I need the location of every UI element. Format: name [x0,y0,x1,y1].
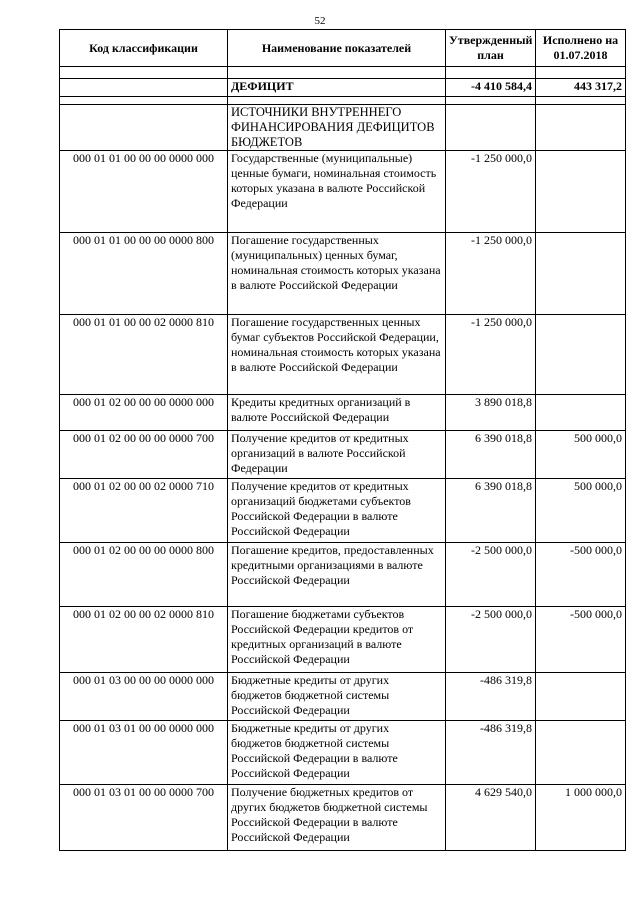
table-row [60,785,626,851]
section-title: ИСТОЧНИКИ ВНУТРЕННЕГО ФИНАНСИРОВАНИЯ ДЕФИЦИТОВ БЮДЖЕТОВ [228,105,446,151]
row-name: Получение кредитов от кредитных организаций бюджетами субъектов Российской Федерации в валюте Российской Федерации [228,479,446,543]
row-name: Государственные (муниципальные) ценные бумаги, номинальная стоимость которых указана в валюте Российской Федерации [228,151,446,233]
row-plan: 3 890 018,8 [446,395,536,431]
row-name: Кредиты кредитных организаций в валюте Российской Федерации [228,395,446,431]
row-name: Погашение бюджетами субъектов Российской Федерации кредитов от кредитных организаций в валюте Российской Федерации [228,607,446,673]
row-done: -500 000,0 [536,543,626,607]
row-name: Бюджетные кредиты от других бюджетов бюджетной системы Российской Федерации [228,673,446,721]
row-code: 000 01 02 00 00 02 0000 810 [60,607,228,673]
row-code: 000 01 03 00 00 00 0000 000 [60,673,228,721]
row-code: 000 01 03 01 00 00 0000 000 [60,721,228,785]
header-plan: Утвержденный план [446,30,536,67]
row-done: -500 000,0 [536,607,626,673]
deficit-plan: -4 410 584,4 [446,79,536,97]
deficit-done: 443 317,2 [536,79,626,97]
header-done: Исполнено на 01.07.2018 [536,30,626,67]
row-name: Погашение государственных ценных бумаг субъектов Российской Федерации, номинальная стоимость которых указана в валюте Российской Федерации [228,315,446,395]
header-row [60,30,626,67]
table-row [60,431,626,479]
header-name: Наименование показателей [228,30,446,67]
table-row [60,721,626,785]
row-plan: 6 390 018,8 [446,479,536,543]
row-plan: 6 390 018,8 [446,431,536,479]
deficit-name: ДЕФИЦИТ [228,79,446,97]
row-name: Погашение государственных (муниципальных) ценных бумаг, номинальная стоимость которых указана в валюте Российской Федерации [228,233,446,315]
row-code: 000 01 02 00 00 00 0000 000 [60,395,228,431]
row-code: 000 01 01 00 00 00 0000 000 [60,151,228,233]
row-done [536,233,626,315]
row-done [536,673,626,721]
row-code: 000 01 02 00 00 00 0000 700 [60,431,228,479]
row-plan: 4 629 540,0 [446,785,536,851]
page-number: 52 [314,15,326,27]
row-code: 000 01 02 00 00 00 0000 800 [60,543,228,607]
row-plan: -486 319,8 [446,721,536,785]
row-name: Получение кредитов от кредитных организаций в валюте Российской Федерации [228,431,446,479]
spacer-row [60,97,626,105]
section-row [60,105,626,151]
row-plan: -1 250 000,0 [446,151,536,233]
row-name: Погашение кредитов, предоставленных кредитными организациями в валюте Российской Федерации [228,543,446,607]
row-code: 000 01 01 00 00 02 0000 810 [60,315,228,395]
row-done: 500 000,0 [536,431,626,479]
header-code: Код классификации [60,30,228,67]
finance-table [59,29,626,851]
table-row [60,543,626,607]
table-row [60,151,626,233]
row-done [536,395,626,431]
table-row [60,395,626,431]
row-done [536,151,626,233]
row-code: 000 01 01 00 00 00 0000 800 [60,233,228,315]
row-plan: -1 250 000,0 [446,315,536,395]
table-row [60,479,626,543]
row-plan: -2 500 000,0 [446,543,536,607]
table-row [60,607,626,673]
deficit-row [60,79,626,97]
row-done: 500 000,0 [536,479,626,543]
row-name: Бюджетные кредиты от других бюджетов бюджетной системы Российской Федерации в валюте Российской Федерации [228,721,446,785]
row-plan: -1 250 000,0 [446,233,536,315]
table-row [60,673,626,721]
row-code: 000 01 02 00 00 02 0000 710 [60,479,228,543]
row-plan: -486 319,8 [446,673,536,721]
row-done: 1 000 000,0 [536,785,626,851]
row-done [536,721,626,785]
row-code: 000 01 03 01 00 00 0000 700 [60,785,228,851]
row-plan: -2 500 000,0 [446,607,536,673]
row-name: Получение бюджетных кредитов от других бюджетов бюджетной системы Российской Федерации в валюте Российской Федерации [228,785,446,851]
table-row [60,315,626,395]
table-row [60,233,626,315]
row-done [536,315,626,395]
spacer-row [60,67,626,79]
deficit-code [60,79,228,97]
